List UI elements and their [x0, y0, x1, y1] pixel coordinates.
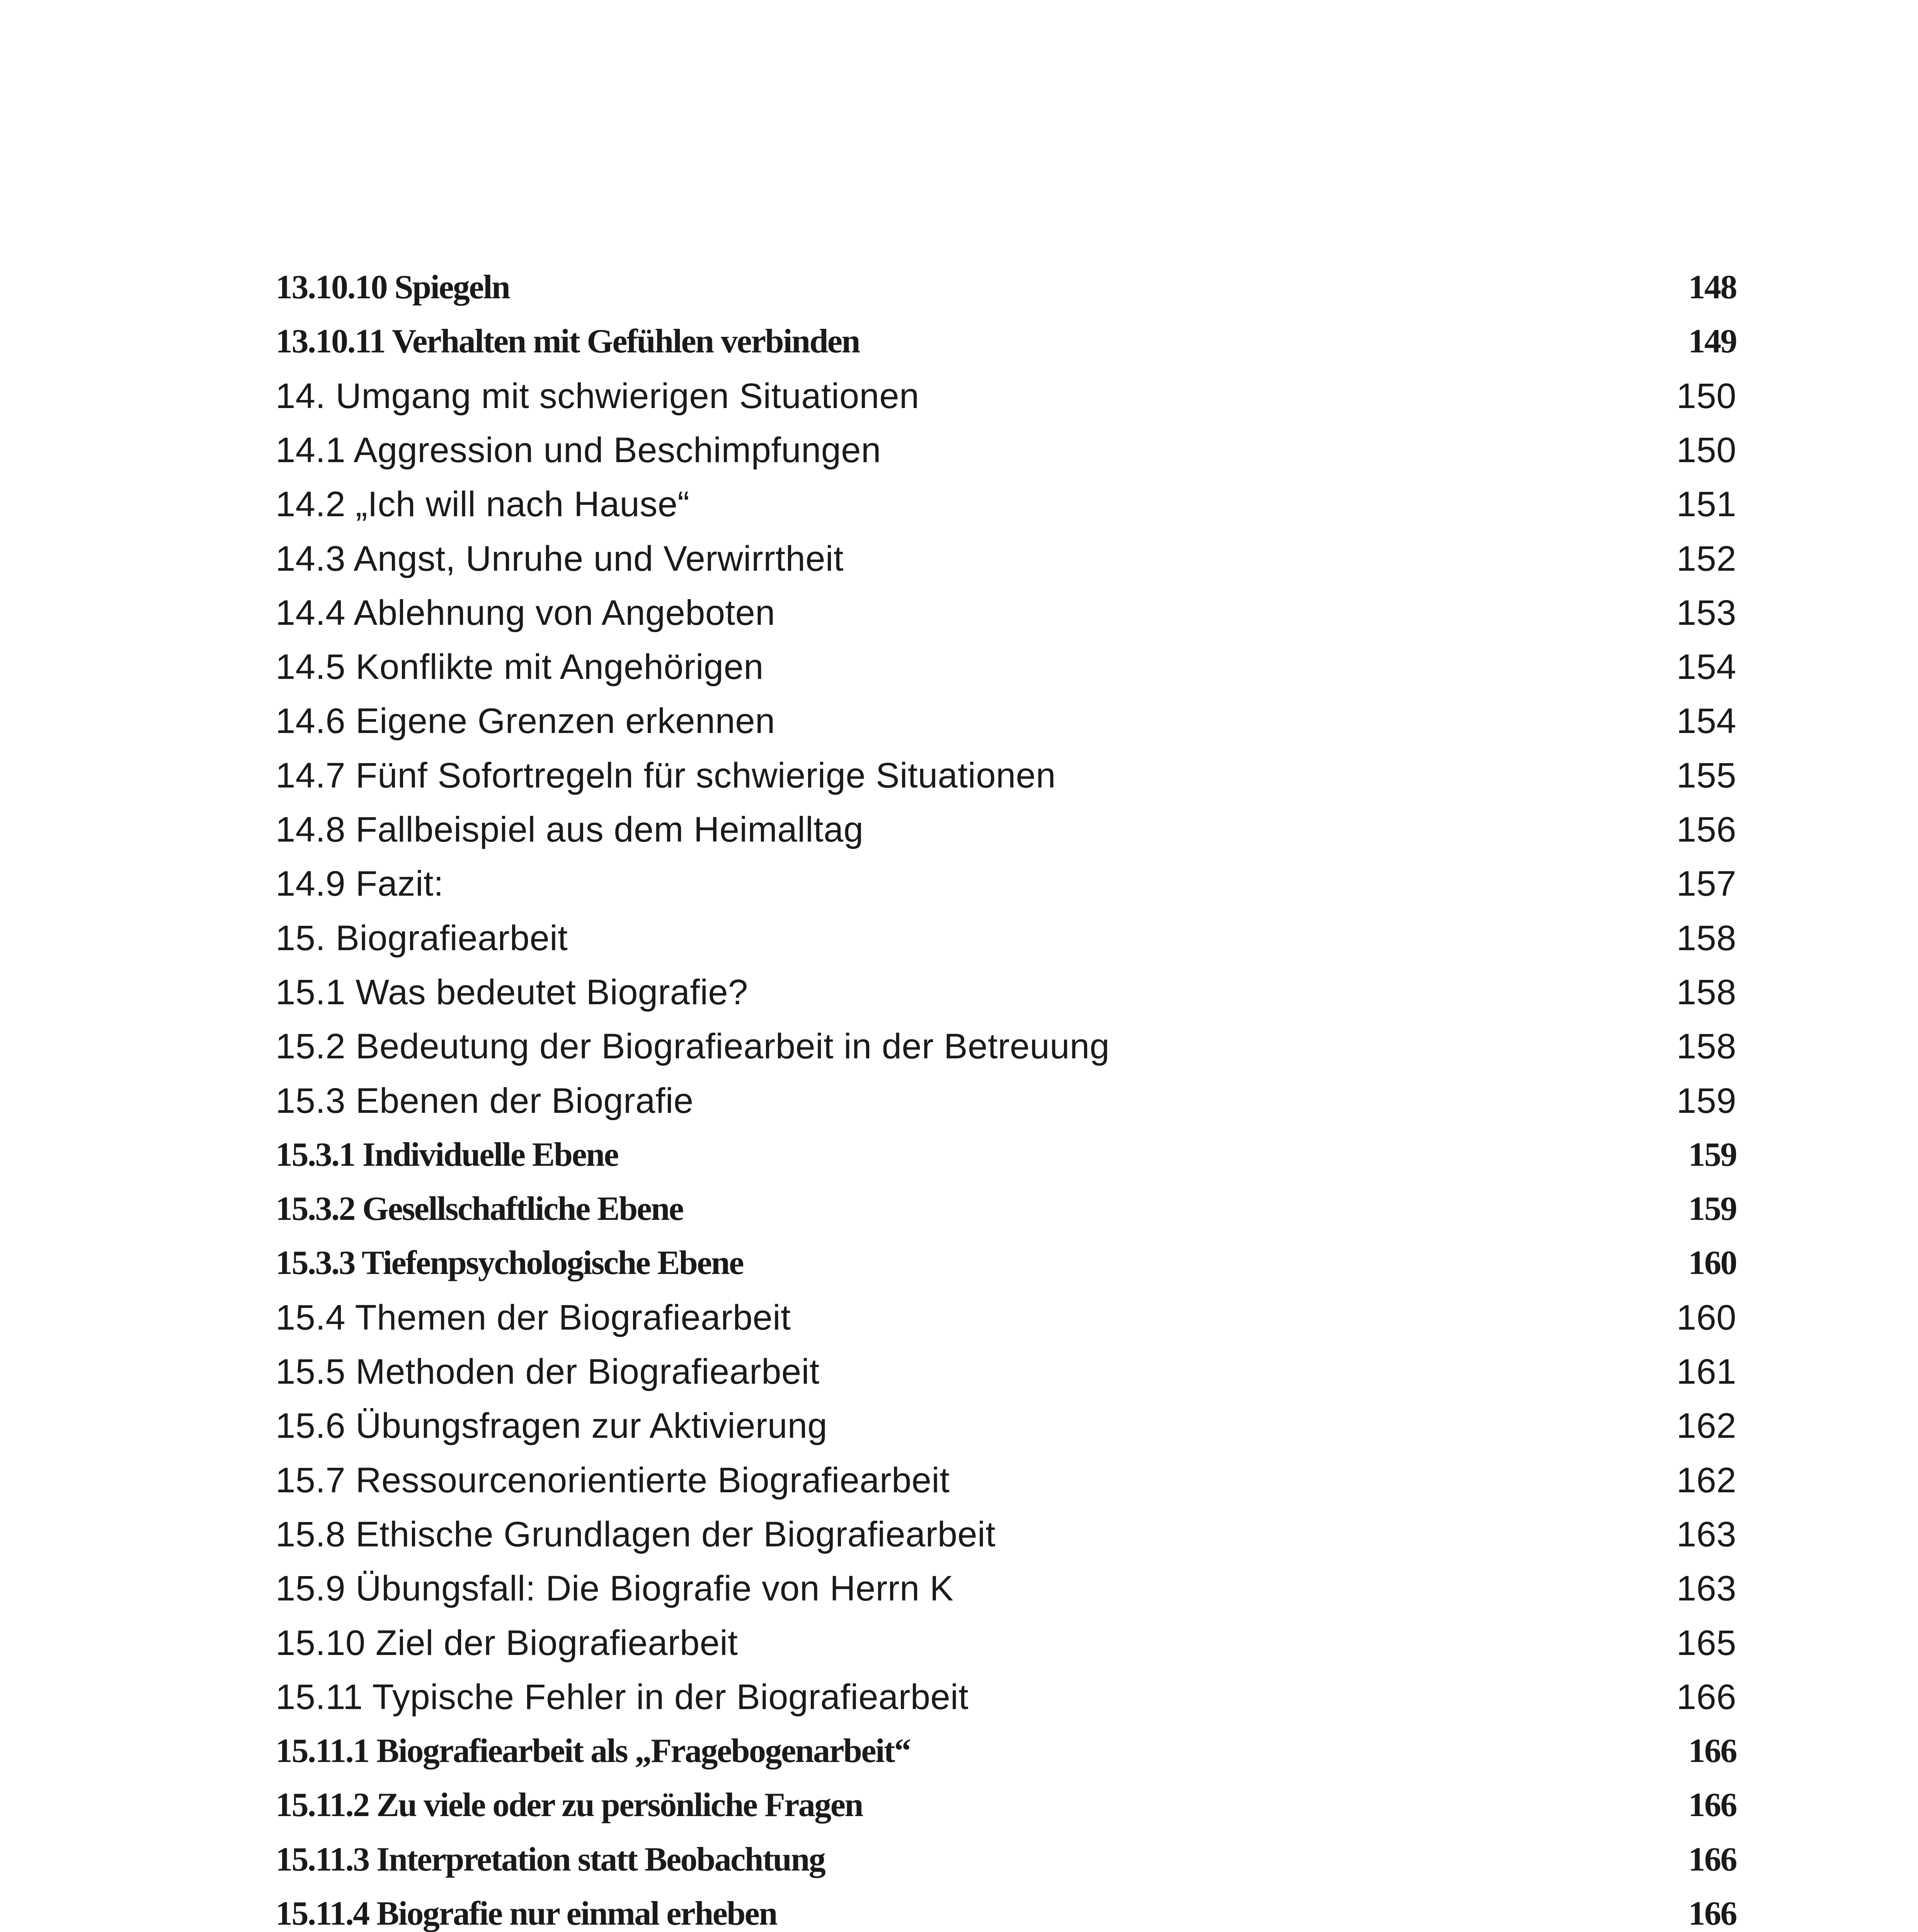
toc-entry-page-number: 160 — [1688, 1244, 1736, 1282]
toc-entry[interactable] — [276, 748, 1736, 803]
toc-entry-title: 13.10.11 Verhalten mit Gefühlen verbinden — [276, 323, 859, 360]
toc-entry[interactable] — [276, 532, 1736, 586]
toc-entry[interactable] — [276, 1182, 1736, 1236]
toc-entry-page-number: 166 — [1688, 1786, 1736, 1824]
toc-entry-title: 14.5 Konflikte mit Angehörigen — [276, 647, 764, 687]
toc-entry[interactable] — [276, 911, 1736, 965]
toc-entry-page-number: 150 — [1676, 430, 1736, 470]
toc-entry-title: 15.11.2 Zu viele oder zu persönliche Fragen — [276, 1786, 863, 1824]
toc-entry[interactable] — [276, 1887, 1736, 1932]
toc-entry-page-number: 159 — [1688, 1190, 1736, 1228]
toc-entry-page-number: 166 — [1688, 1732, 1736, 1770]
toc-entry[interactable] — [276, 1778, 1736, 1832]
toc-entry[interactable] — [276, 477, 1736, 531]
toc-entry-title: 15.3.2 Gesellschaftliche Ebene — [276, 1190, 683, 1228]
toc-entry[interactable] — [276, 1399, 1736, 1453]
toc-entry-title: 14.3 Angst, Unruhe und Verwirrtheit — [276, 539, 844, 578]
toc-entry-page-number: 156 — [1676, 810, 1736, 849]
toc-entry-page-number: 162 — [1676, 1461, 1736, 1500]
toc-entry-title: 14.8 Fallbeispiel aus dem Heimalltag — [276, 810, 864, 849]
toc-entry-title: 14.9 Fazit: — [276, 864, 444, 903]
toc-entry-title: 15.3.3 Tiefenpsychologische Ebene — [276, 1244, 743, 1282]
toc-entry-title: 15.5 Methoden der Biografiearbeit — [276, 1352, 820, 1391]
toc-entry[interactable] — [276, 1724, 1736, 1778]
toc-entry[interactable] — [276, 423, 1736, 477]
toc-entry[interactable] — [276, 1833, 1736, 1887]
toc-entry-title: 15.7 Ressourcenorientierte Biografiearbeit — [276, 1461, 950, 1500]
toc-entry-page-number: 165 — [1676, 1623, 1736, 1663]
toc-entry[interactable] — [276, 694, 1736, 748]
toc-entry[interactable] — [276, 857, 1736, 911]
toc-entry-page-number: 159 — [1676, 1081, 1736, 1121]
toc-entry-title: 15.11 Typische Fehler in der Biografiearbeit — [276, 1677, 969, 1717]
toc-entry-page-number: 158 — [1676, 1027, 1736, 1066]
toc-entry-page-number: 166 — [1676, 1677, 1736, 1717]
toc-entry-title: 14.7 Fünf Sofortregeln für schwierige Situationen — [276, 756, 1056, 795]
toc-entry-title: 14.4 Ablehnung von Angeboten — [276, 593, 775, 633]
toc-entry[interactable] — [276, 369, 1736, 423]
toc-entry-title: 13.10.10 Spiegeln — [276, 269, 510, 306]
toc-entry[interactable] — [276, 1019, 1736, 1073]
toc-entry-title: 15.4 Themen der Biografiearbeit — [276, 1298, 791, 1337]
toc-entry-title: 15.11.3 Interpretation statt Beobachtung — [276, 1841, 825, 1878]
toc-entry[interactable] — [276, 260, 1736, 315]
toc-entry-page-number: 154 — [1676, 701, 1736, 741]
toc-entry-title: 15.2 Bedeutung der Biografiearbeit in der Betreuung — [276, 1027, 1110, 1066]
toc-entry-title: 15.8 Ethische Grundlagen der Biografiearbeit — [276, 1515, 996, 1554]
toc-entry[interactable] — [276, 315, 1736, 369]
toc-entry-title: 15.3 Ebenen der Biografie — [276, 1081, 694, 1121]
toc-entry[interactable] — [276, 1128, 1736, 1182]
toc-entry-page-number: 163 — [1676, 1515, 1736, 1554]
toc-entry-page-number: 160 — [1676, 1298, 1736, 1337]
toc-entry-page-number: 166 — [1688, 1841, 1736, 1878]
toc-entry[interactable] — [276, 1345, 1736, 1399]
toc-entry-page-number: 150 — [1676, 376, 1736, 416]
toc-entry[interactable] — [276, 965, 1736, 1019]
toc-entry[interactable] — [276, 1074, 1736, 1128]
toc-entry-page-number: 162 — [1676, 1406, 1736, 1446]
toc-entry-title: 15.1 Was bedeutet Biografie? — [276, 973, 748, 1012]
toc-entry-title: 15.11.4 Biografie nur einmal erheben — [276, 1895, 777, 1932]
toc-entry-page-number: 151 — [1676, 485, 1736, 524]
toc-entry-title: 14. Umgang mit schwierigen Situationen — [276, 376, 919, 416]
toc-entry-page-number: 158 — [1676, 918, 1736, 958]
toc-entry[interactable] — [276, 1670, 1736, 1724]
toc-entry-title: 14.2 „Ich will nach Hause“ — [276, 485, 690, 524]
toc-entry-page-number: 166 — [1688, 1895, 1736, 1932]
toc-entry-page-number: 152 — [1676, 539, 1736, 578]
toc-entry[interactable] — [276, 803, 1736, 857]
toc-entry-title: 15.9 Übungsfall: Die Biografie von Herrn K — [276, 1569, 954, 1608]
toc-entry[interactable] — [276, 1291, 1736, 1345]
toc-entry-title: 15.6 Übungsfragen zur Aktivierung — [276, 1406, 828, 1446]
toc-entry-title: 15.11.1 Biografiearbeit als „Fragebogenarbeit“ — [276, 1732, 910, 1770]
toc-entry[interactable] — [276, 640, 1736, 694]
toc-entry-page-number: 163 — [1676, 1569, 1736, 1608]
toc-entry[interactable] — [276, 1561, 1736, 1616]
toc-entry-title: 14.1 Aggression und Beschimpfungen — [276, 430, 881, 470]
toc-entry-page-number: 155 — [1676, 756, 1736, 795]
toc-entry[interactable] — [276, 1616, 1736, 1670]
toc-entry-title: 15.3.1 Individuelle Ebene — [276, 1136, 618, 1173]
toc-entry-title: 15. Biografiearbeit — [276, 918, 568, 958]
toc-entry[interactable] — [276, 1236, 1736, 1290]
toc-entry[interactable] — [276, 1453, 1736, 1507]
toc-entry-page-number: 159 — [1688, 1136, 1736, 1173]
toc-entry-page-number: 154 — [1676, 647, 1736, 687]
toc-entry-title: 15.10 Ziel der Biografiearbeit — [276, 1623, 738, 1663]
toc-entry-page-number: 149 — [1688, 323, 1736, 360]
toc-entry-page-number: 148 — [1688, 269, 1736, 306]
toc-entry-page-number: 157 — [1676, 864, 1736, 903]
toc-entry-title: 14.6 Eigene Grenzen erkennen — [276, 701, 775, 741]
toc-entry-page-number: 161 — [1676, 1352, 1736, 1391]
toc-entry[interactable] — [276, 1507, 1736, 1561]
toc-entry[interactable] — [276, 586, 1736, 640]
toc-entry-page-number: 158 — [1676, 973, 1736, 1012]
toc-entry-page-number: 153 — [1676, 593, 1736, 633]
